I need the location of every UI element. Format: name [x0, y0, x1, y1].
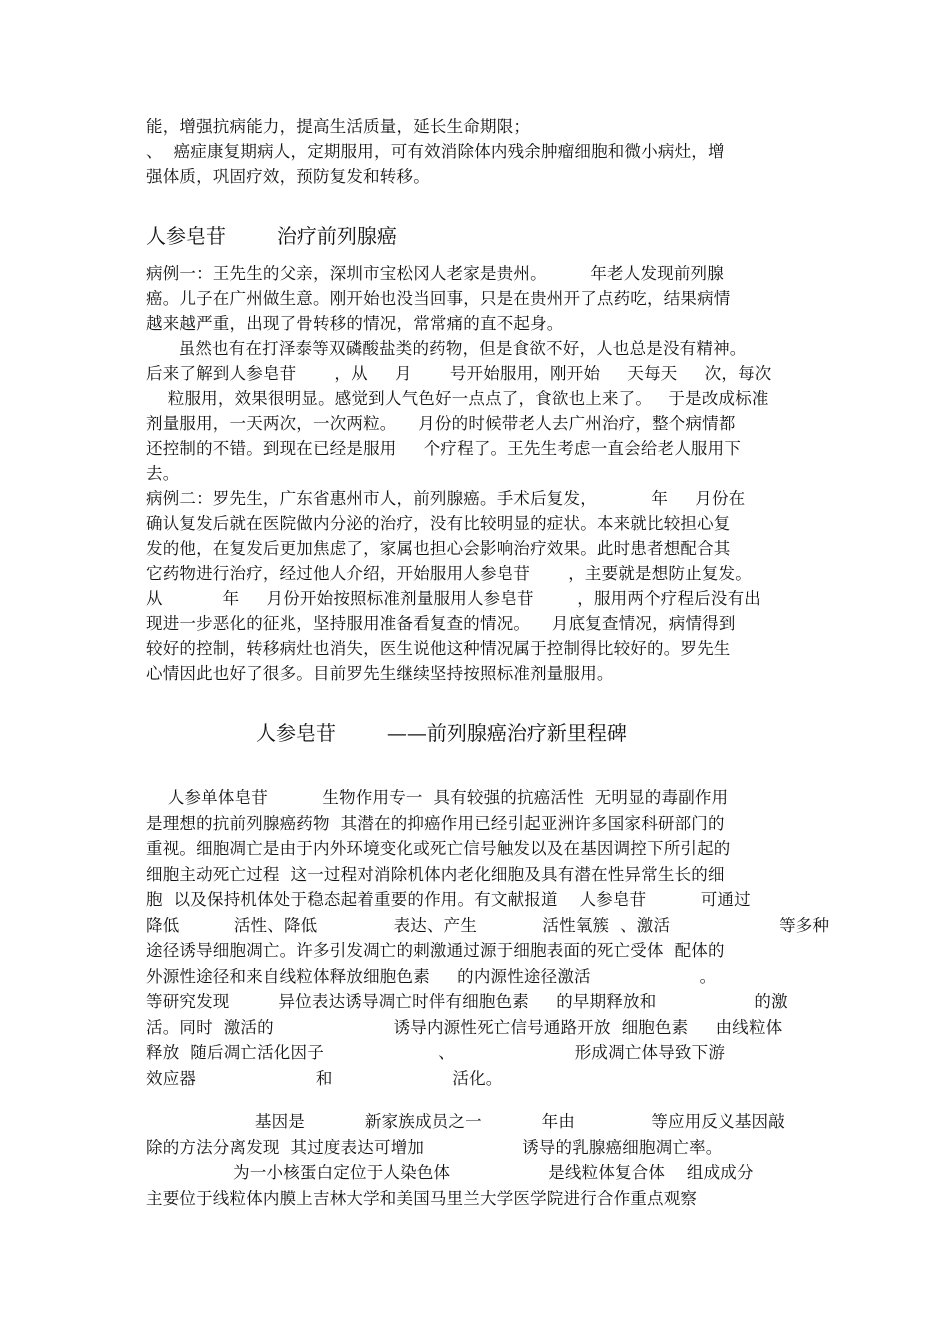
mechanism-line: 人参单体皂苷 生物作用专一 具有较强的抗癌活性 无明显的毒副作用	[146, 788, 729, 807]
case-study-line: 它药物进行治疗，经过他人介绍，开始服用人参皂苷 ，主要就是想防止复发。	[146, 564, 752, 583]
case-study-line: 病例一：王先生的父亲，深圳市宝松冈人老家是贵州。 年老人发现前列腺	[146, 264, 724, 283]
intro-line: 强体质，巩固疗效，预防复发和转移。	[146, 167, 430, 186]
intro-line: 能，增强抗病能力，提高生活质量，延长生命期限；	[146, 117, 531, 136]
case-study-line: 较好的控制，转移病灶也消失，医生说他这种情况属于控制得比较好的。罗先生	[146, 639, 731, 658]
case-study-line: 现进一步恶化的征兆，坚持服用准备看复查的情况。 月底复查情况，病情得到	[146, 614, 736, 633]
case-study-line: 后来了解到人参皂苷 ，从 月 号开始服用，刚开始 天每天 次，每次	[146, 364, 772, 383]
mechanism-line: 胞 以及保持机体处于稳态起着重要的作用。有文献报道 人参皂苷 可通过	[146, 890, 751, 909]
mechanism-line: 降低 活性、降低 表达、产生 活性氧簇 、激活 等多种	[146, 915, 830, 935]
section-heading-1: 人参皂苷 治疗前列腺癌	[146, 224, 397, 248]
mechanism-line: 重视。细胞凋亡是由于内外环境变化或死亡信号触发以及在基因调控下所引起的	[146, 839, 731, 858]
case-study-line: 剂量服用，一天两次，一次两粒。 月份的时候带老人去广州治疗，整个病情都	[146, 414, 736, 433]
mechanism-line: 是理想的抗前列腺癌药物 其潜在的抑癌作用已经引起亚洲许多国家科研部门的	[146, 813, 725, 833]
case-study-line: 病例二：罗先生，广东省惠州市人，前列腺癌。手术后复发， 年 月份在	[146, 489, 746, 508]
case-study-line: 发的他，在复发后更加焦虑了，家属也担心会影响治疗效果。此时患者想配合其	[146, 539, 731, 558]
case-study-line: 从 年 月份开始按照标准剂量服用人参皂苷 ，服用两个疗程后没有出	[146, 589, 761, 608]
mechanism-line: 途径诱导细胞凋亡。许多引发凋亡的刺激通过源于细胞表面的死亡受体 配体的	[146, 941, 725, 960]
section-heading-2: 人参皂苷 ——前列腺癌治疗新里程碑	[256, 721, 627, 745]
mechanism-line: 等研究发现 异位表达诱导凋亡时伴有细胞色素 的早期释放和 的激	[146, 992, 788, 1011]
intro-line: 、 癌症康复期病人，定期服用，可有效消除体内残余肿瘤细胞和微小病灶，增	[146, 142, 725, 161]
gene-line: 主要位于线粒体内膜上吉林大学和美国马里兰大学医学院进行合作重点观察	[146, 1188, 698, 1208]
case-study-line: 虽然也有在打泽泰等双磷酸盐类的药物，但是食欲不好，人也总是没有精神。	[146, 339, 747, 358]
case-study-line: 确认复发后就在医院做内分泌的治疗，没有比较明显的症状。本来就比较担心复	[146, 514, 731, 533]
mechanism-line: 活。同时 激活的 诱导内源性死亡信号通路开放 细胞色素 由线粒体	[146, 1017, 783, 1037]
case-study-line: 还控制的不错。到现在已经是服用 个疗程了。王先生考虑一直会给老人服用下	[146, 439, 742, 458]
mechanism-line: 外源性途径和来自线粒体释放细胞色素 的内源性途径激活 。	[146, 966, 717, 986]
case-study-line: 去。	[146, 464, 180, 483]
mechanism-line: 效应器 和 活化。	[146, 1068, 503, 1088]
mechanism-line: 细胞主动死亡过程 这一过程对消除机体内老化细胞及具有潜在性异常生长的细	[146, 864, 725, 884]
gene-line: 基因是 新家族成员之一 年由 等应用反义基因敲	[146, 1112, 785, 1131]
case-study-line: 粒服用，效果很明显。感觉到人气色好一点点了，食欲也上来了。 于是改成标准	[146, 389, 769, 408]
gene-line: 除的方法分离发现 其过度表达可增加 诱导的乳腺癌细胞凋亡率。	[146, 1137, 723, 1157]
case-study-line: 癌。儿子在广州做生意。刚开始也没当回事，只是在贵州开了点药吃，结果病情	[146, 289, 731, 308]
case-study-line: 越来越严重，出现了骨转移的情况，常常痛的直不起身。	[146, 314, 564, 333]
case-study-line: 心情因此也好了很多。目前罗先生继续坚持按照标准剂量服用。	[146, 664, 614, 683]
gene-line: 为一小核蛋白定位于人染色体 是线粒体复合体 组成成分	[146, 1163, 754, 1182]
mechanism-line: 释放 随后凋亡活化因子 、 形成凋亡体导致下游	[146, 1043, 726, 1062]
